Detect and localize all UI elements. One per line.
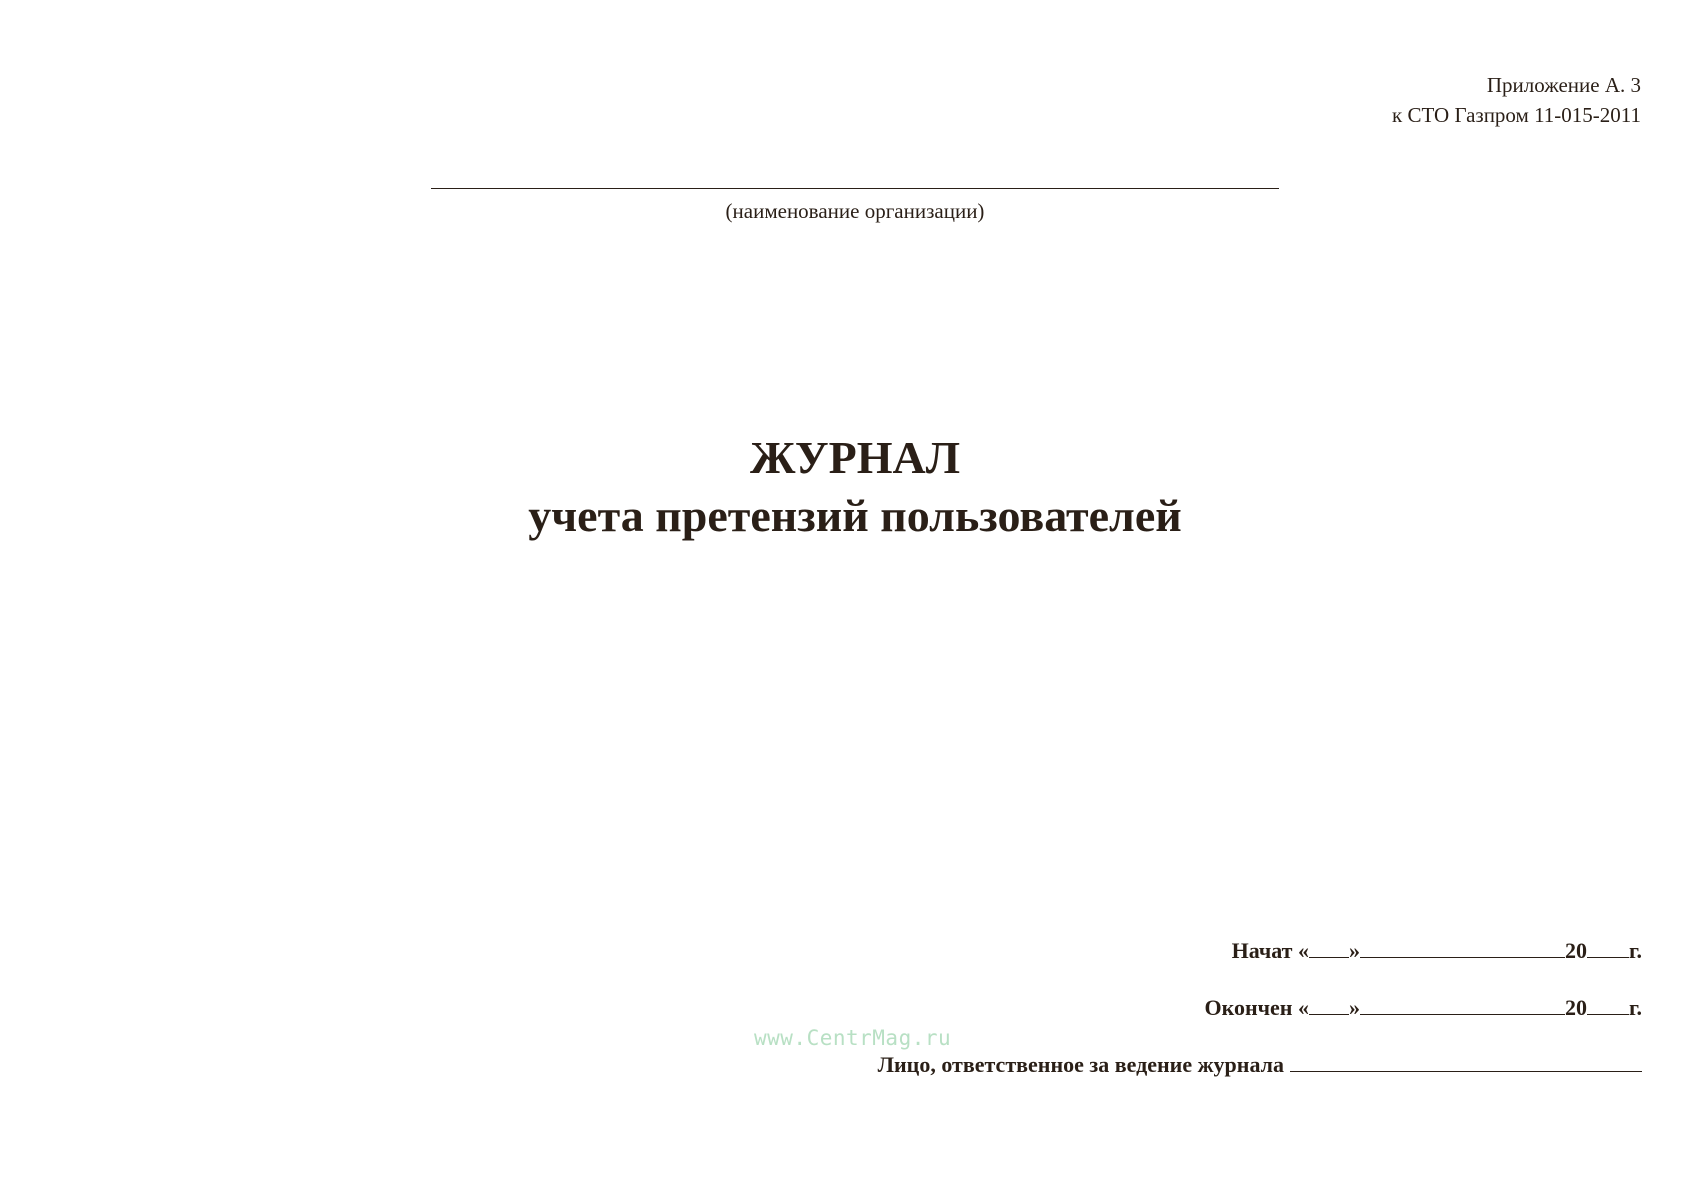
appendix-line-1: Приложение А. 3 bbox=[1486, 73, 1641, 97]
year-suffix: г. bbox=[1628, 995, 1642, 1020]
responsible-label: Лицо, ответственное за ведение журнала bbox=[877, 1052, 1284, 1077]
started-label: Начат bbox=[1231, 938, 1293, 963]
responsible-person-row bbox=[742, 1052, 1642, 1082]
century: 20 bbox=[1564, 938, 1587, 963]
organization-name-line bbox=[431, 188, 1279, 189]
appendix-line-2: к СТО Газпром 11-015-2011 bbox=[1392, 103, 1641, 127]
finished-year-blank bbox=[1587, 996, 1629, 1015]
started-month-blank bbox=[1360, 939, 1565, 958]
document-title bbox=[0, 430, 1697, 546]
started-date-row bbox=[742, 938, 1642, 968]
finished-day-blank bbox=[1309, 996, 1349, 1015]
finished-date-row bbox=[742, 995, 1642, 1025]
organization-name-field bbox=[431, 188, 1279, 224]
quote-open: « bbox=[1297, 995, 1309, 1020]
finished-label: Окончен bbox=[1204, 995, 1293, 1020]
quote-close: » bbox=[1348, 938, 1360, 963]
started-year-blank bbox=[1587, 939, 1629, 958]
responsible-person-blank bbox=[1290, 1053, 1642, 1072]
appendix-reference bbox=[1392, 70, 1641, 130]
quote-open: « bbox=[1297, 938, 1309, 963]
signature-block bbox=[742, 938, 1642, 1082]
finished-month-blank bbox=[1360, 996, 1565, 1015]
quote-close: » bbox=[1348, 995, 1360, 1020]
title-subtitle: учета претензий пользователей bbox=[528, 490, 1182, 541]
started-day-blank bbox=[1309, 939, 1349, 958]
century: 20 bbox=[1564, 995, 1587, 1020]
organization-name-caption: (наименование организации) bbox=[725, 199, 985, 223]
year-suffix: г. bbox=[1628, 938, 1642, 963]
watermark: www.CentrMag.ru bbox=[754, 1026, 952, 1050]
title-main: ЖУРНАЛ bbox=[750, 432, 960, 483]
